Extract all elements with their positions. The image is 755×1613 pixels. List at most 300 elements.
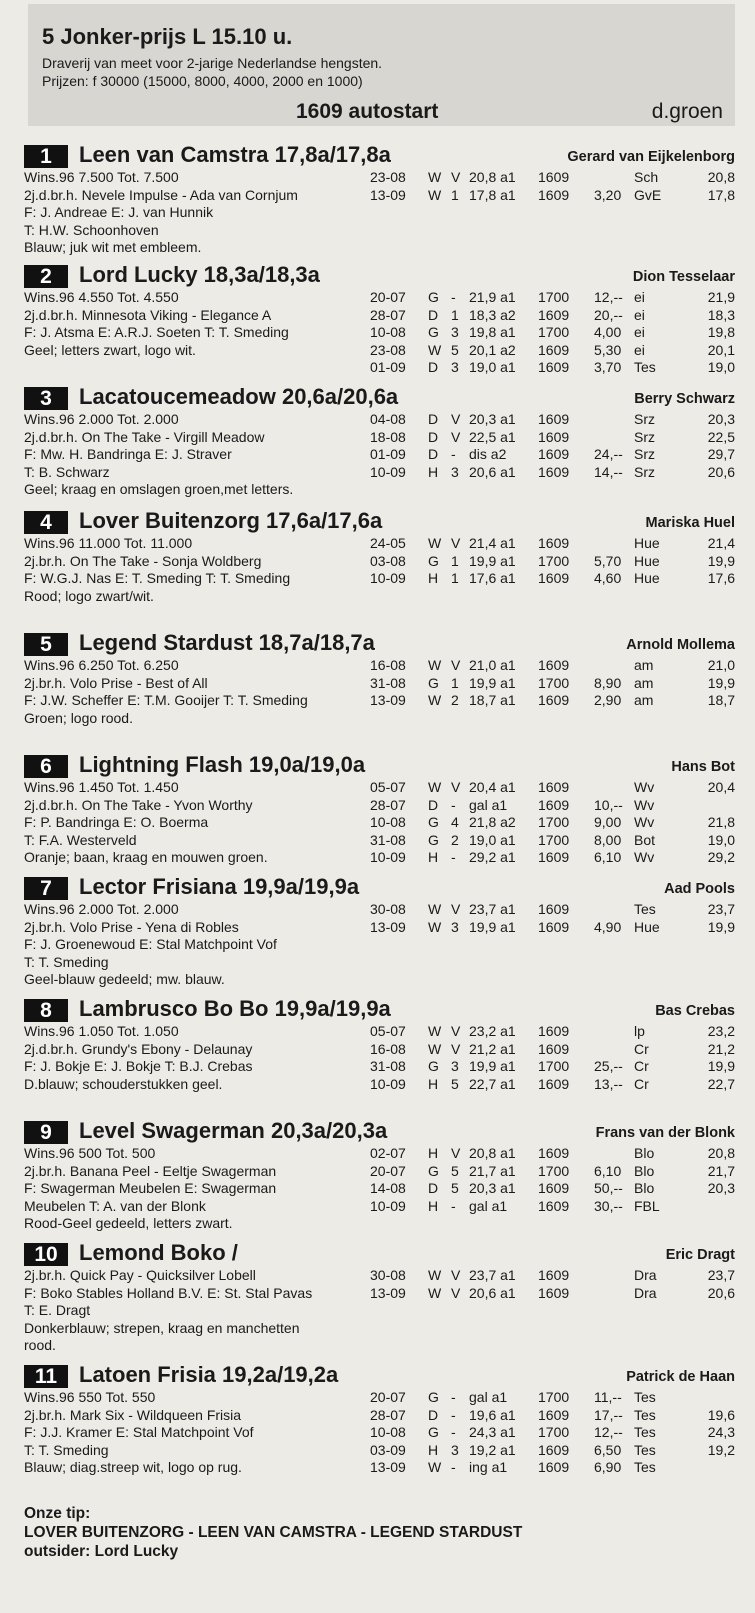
result-sec: 20,6 <box>707 463 735 480</box>
result-pos: - <box>451 446 456 462</box>
horse-info-line: Rood; logo zwart/wit. <box>24 587 154 604</box>
driver-name: Arnold Mollema <box>626 637 735 653</box>
result-odds: 12,-- <box>594 1424 623 1440</box>
result-sec: 20,8 <box>707 1145 735 1161</box>
horse-header <box>24 630 735 660</box>
result-date: 04-08 <box>370 411 406 427</box>
result-date: 05-07 <box>370 1023 406 1039</box>
result-odds: 3,70 <box>594 359 622 375</box>
result-time: 19,9 a1 <box>469 674 516 691</box>
result-sec: 19,9 <box>707 552 735 569</box>
result-surface: G <box>428 831 439 848</box>
horse-info-line: 2j.br.h. Banana Peel - Eeltje Swagerman <box>24 1162 277 1179</box>
horse-info-line: Donkerblauw; strepen, kraag en manchetten <box>24 1319 300 1336</box>
result-date: 10-09 <box>370 1197 406 1214</box>
start-number-badge: 7 <box>24 877 68 900</box>
result-row <box>24 1389 735 1407</box>
result-drv: Hue <box>634 552 660 569</box>
result-row <box>24 1198 735 1216</box>
result-pos: - <box>451 289 456 305</box>
result-row <box>24 446 735 464</box>
result-row <box>24 1267 735 1285</box>
result-date: 16-08 <box>370 657 406 673</box>
race-prizes: Prijzen: f 30000 (15000, 8000, 4000, 2000 en 1000) <box>42 73 363 89</box>
result-time: 18,3 a2 <box>469 306 516 323</box>
result-pos: 3 <box>451 918 459 935</box>
result-time: 22,5 a1 <box>469 428 516 445</box>
result-pos: 1 <box>451 674 459 691</box>
result-odds: 2,90 <box>594 692 622 708</box>
result-time: 29,2 a1 <box>469 849 516 865</box>
result-pos: V <box>451 535 461 551</box>
result-row <box>24 1163 735 1181</box>
result-surface: G <box>428 1424 439 1440</box>
result-dist: 1609 <box>538 411 570 427</box>
result-odds: 8,00 <box>594 831 622 848</box>
horse-name: Lightning Flash 19,0a/19,0a <box>79 752 366 777</box>
result-row <box>24 849 735 867</box>
result-row <box>24 464 735 482</box>
horse-info-line: 2j.br.h. Mark Six - Wildqueen Frisia <box>24 1406 242 1423</box>
horse-info-line: F: Mw. H. Bandringa E: J. Straver <box>24 446 232 462</box>
result-sec: 23,7 <box>707 1267 735 1283</box>
result-sec: 20,3 <box>707 1180 735 1196</box>
result-surface: G <box>428 324 439 340</box>
result-odds: 30,-- <box>594 1197 623 1214</box>
result-sec: 21,0 <box>707 657 735 673</box>
race-header <box>28 4 735 126</box>
result-drv: Blo <box>634 1162 655 1179</box>
horse-info-line: Groen; logo rood. <box>24 709 133 726</box>
result-time: 20,6 a1 <box>469 463 516 480</box>
result-dist: 1700 <box>538 814 570 830</box>
result-pos: 2 <box>451 831 459 848</box>
result-surface: W <box>428 1267 442 1283</box>
result-date: 13-09 <box>370 692 406 708</box>
result-odds: 12,-- <box>594 289 623 305</box>
horse-header <box>24 1118 735 1148</box>
result-time: 20,4 a1 <box>469 779 516 795</box>
result-odds: 25,-- <box>594 1058 623 1074</box>
horse-info-line: 2j.br.h. Volo Prise - Yena di Robles <box>24 918 239 935</box>
result-surface: W <box>428 1459 442 1475</box>
result-sec: 19,0 <box>707 359 735 375</box>
result-pos: V <box>451 411 461 427</box>
result-pos: V <box>451 657 461 673</box>
result-dist: 1609 <box>538 1197 570 1214</box>
result-odds: 9,00 <box>594 814 622 830</box>
result-dist: 1700 <box>538 552 570 569</box>
result-dist: 1609 <box>538 341 570 358</box>
result-odds: 13,-- <box>594 1075 623 1092</box>
result-dist: 1609 <box>538 1441 570 1458</box>
result-date: 10-09 <box>370 570 406 586</box>
result-time: 23,7 a1 <box>469 1267 516 1283</box>
horse-info-line: F: Boko Stables Holland B.V. E: St. Stal Pavas <box>24 1284 313 1301</box>
horse-entry <box>24 1362 735 1475</box>
result-time: 23,2 a1 <box>469 1023 516 1039</box>
result-date: 13-09 <box>370 186 406 203</box>
result-sec: 21,8 <box>707 814 735 830</box>
horse-entry <box>24 874 735 987</box>
driver-name: Bas Crebas <box>655 1003 735 1019</box>
result-odds: 6,50 <box>594 1441 622 1458</box>
result-pos: 1 <box>451 186 459 203</box>
result-time: gal a1 <box>469 1389 508 1405</box>
result-drv: Tes <box>634 1406 656 1423</box>
horse-info-line: 2j.br.h. Quick Pay - Quicksilver Lobell <box>24 1267 256 1283</box>
result-dist: 1609 <box>538 535 570 551</box>
result-dist: 1609 <box>538 1284 570 1301</box>
result-pos: - <box>451 1406 456 1423</box>
result-pos: V <box>451 169 461 185</box>
result-pos: 5 <box>451 1075 459 1092</box>
result-drv: Tes <box>634 901 656 917</box>
result-drv: lp <box>634 1023 645 1039</box>
result-odds: 6,90 <box>594 1459 622 1475</box>
result-date: 16-08 <box>370 1040 406 1057</box>
result-dist: 1700 <box>538 1162 570 1179</box>
result-time: 21,8 a2 <box>469 814 516 830</box>
result-surface: W <box>428 1023 442 1039</box>
result-time: 21,9 a1 <box>469 289 516 305</box>
result-time: 22,7 a1 <box>469 1075 516 1092</box>
result-date: 30-08 <box>370 1267 406 1283</box>
result-pos: 3 <box>451 1058 459 1074</box>
result-surface: W <box>428 1040 442 1057</box>
result-drv: am <box>634 657 654 673</box>
driver-name: Aad Pools <box>664 881 735 897</box>
horse-info-line: Wins.96 2.000 Tot. 2.000 <box>24 411 179 427</box>
result-dist: 1609 <box>538 779 570 795</box>
result-surface: H <box>428 1197 439 1214</box>
horse-header <box>24 752 735 782</box>
result-date: 05-07 <box>370 779 406 795</box>
result-surface: W <box>428 169 442 185</box>
horse-header <box>24 384 735 414</box>
horse-info-line: Wins.96 11.000 Tot. 11.000 <box>24 535 193 551</box>
race-track-condition: d.groen <box>651 100 723 123</box>
result-date: 20-07 <box>370 1162 406 1179</box>
result-drv: ei <box>634 341 645 358</box>
result-drv: Wv <box>634 779 655 795</box>
horse-header <box>24 142 735 172</box>
result-time: 19,9 a1 <box>469 552 516 569</box>
horse-name: Lector Frisiana 19,9a/19,9a <box>79 874 360 899</box>
result-pos: 2 <box>451 692 459 708</box>
driver-name: Eric Dragt <box>665 1247 735 1263</box>
result-drv: Tes <box>634 1389 656 1405</box>
result-sec: 20,4 <box>707 779 735 795</box>
driver-name: Frans van der Blonk <box>595 1125 735 1141</box>
result-dist: 1609 <box>538 428 570 445</box>
result-drv: Wv <box>634 796 655 813</box>
horse-info-line: Blauw; diag.streep wit, logo op rug. <box>24 1459 242 1475</box>
result-dist: 1609 <box>538 692 570 708</box>
result-date: 10-09 <box>370 463 406 480</box>
horse-entry <box>24 1240 735 1353</box>
result-time: 19,2 a1 <box>469 1441 516 1458</box>
result-pos: - <box>451 849 456 865</box>
horse-entry <box>24 752 735 865</box>
result-sec: 21,9 <box>707 289 735 305</box>
result-row <box>24 1023 735 1041</box>
result-dist: 1609 <box>538 1459 570 1475</box>
result-sec: 23,2 <box>707 1023 735 1039</box>
horse-info-line: 2j.d.br.h. Grundy's Ebony - Delaunay <box>24 1040 253 1057</box>
horse-header <box>24 1240 735 1270</box>
horse-info-line: F: J. Andreae E: J. van Hunnik <box>24 204 214 220</box>
result-date: 01-09 <box>370 359 406 375</box>
result-time: 19,9 a1 <box>469 918 516 935</box>
result-dist: 1609 <box>538 1075 570 1092</box>
result-sec: 23,7 <box>707 901 735 917</box>
result-dist: 1700 <box>538 1424 570 1440</box>
result-sec: 19,8 <box>707 324 735 340</box>
result-surface: G <box>428 289 439 305</box>
tip-section <box>24 1504 735 1561</box>
result-odds: 3,20 <box>594 186 622 203</box>
result-surface: W <box>428 535 442 551</box>
result-surface: H <box>428 463 439 480</box>
result-surface: D <box>428 1180 439 1196</box>
result-sec: 20,6 <box>707 1284 735 1301</box>
result-drv: Wv <box>634 814 655 830</box>
result-date: 24-05 <box>370 535 406 551</box>
result-dist: 1700 <box>538 831 570 848</box>
result-drv: Wv <box>634 849 655 865</box>
result-date: 10-08 <box>370 1424 406 1440</box>
result-row <box>24 919 735 937</box>
result-pos: - <box>451 1424 456 1440</box>
result-date: 03-08 <box>370 552 406 569</box>
result-time: 24,3 a1 <box>469 1424 516 1440</box>
result-row <box>24 779 735 797</box>
result-date: 13-09 <box>370 1459 406 1475</box>
result-pos: - <box>451 796 456 813</box>
horse-info-line: F: P. Bandringa E: O. Boerma <box>24 814 209 830</box>
result-sec: 19,6 <box>707 1406 735 1423</box>
result-time: ing a1 <box>469 1459 508 1475</box>
result-time: 21,2 a1 <box>469 1040 516 1057</box>
result-date: 10-09 <box>370 849 406 865</box>
start-number-badge: 6 <box>24 755 68 778</box>
result-sec: 22,5 <box>707 428 735 445</box>
result-surface: D <box>428 428 439 445</box>
result-date: 03-09 <box>370 1441 406 1458</box>
horse-entry <box>24 996 735 1092</box>
result-drv: Hue <box>634 535 660 551</box>
result-drv: ei <box>634 289 645 305</box>
horse-info-line: T: E. Dragt <box>24 1302 91 1318</box>
result-dist: 1609 <box>538 463 570 480</box>
result-pos: 5 <box>451 1180 459 1196</box>
horse-info-line: Blauw; juk wit met embleem. <box>24 239 202 255</box>
driver-name: Berry Schwarz <box>634 391 735 407</box>
horse-info-line: 2j.d.br.h. Nevele Impulse - Ada van Cornjum <box>24 186 298 203</box>
result-row <box>24 832 735 850</box>
result-surface: H <box>428 1145 439 1161</box>
result-surface: W <box>428 341 442 358</box>
horse-entry <box>24 1118 735 1231</box>
result-date: 13-09 <box>370 918 406 935</box>
result-time: 21,4 a1 <box>469 535 516 551</box>
result-odds: 6,10 <box>594 1162 622 1179</box>
result-pos: V <box>451 1267 461 1283</box>
horse-info-line: Rood-Geel gedeeld, letters zwart. <box>24 1215 233 1231</box>
result-surface: H <box>428 1441 439 1458</box>
result-pos: - <box>451 1459 456 1475</box>
result-surface: G <box>428 814 439 830</box>
result-surface: D <box>428 411 439 427</box>
result-date: 10-08 <box>370 324 406 340</box>
result-odds: 5,30 <box>594 341 622 358</box>
horse-header <box>24 508 735 538</box>
result-sec: 19,0 <box>707 831 735 848</box>
result-time: 20,3 a1 <box>469 411 516 427</box>
horse-info-line: T: B. Schwarz <box>24 463 110 480</box>
race-distance: 1609 autostart <box>296 100 439 123</box>
start-number-badge: 4 <box>24 511 68 534</box>
horse-info-line: T: T. Smeding <box>24 1441 109 1458</box>
driver-name: Patrick de Haan <box>626 1369 735 1385</box>
result-drv: Blo <box>634 1145 655 1161</box>
result-sec: 20,1 <box>707 341 735 358</box>
result-odds: 17,-- <box>594 1406 623 1423</box>
horse-name: Lover Buitenzorg 17,6a/17,6a <box>79 508 383 533</box>
result-pos: - <box>451 1389 456 1405</box>
result-date: 31-08 <box>370 674 406 691</box>
result-dist: 1609 <box>538 901 570 917</box>
result-time: 17,8 a1 <box>469 186 516 203</box>
horse-info-line: 2j.d.br.h. Minnesota Viking - Elegance A <box>24 306 272 323</box>
horse-entry <box>24 142 735 255</box>
result-pos: V <box>451 901 461 917</box>
result-sec: 19,9 <box>707 918 735 935</box>
result-date: 14-08 <box>370 1180 406 1196</box>
horse-name: Lacatoucemeadow 20,6a/20,6a <box>79 384 399 409</box>
result-surface: D <box>428 446 439 462</box>
result-dist: 1609 <box>538 1023 570 1039</box>
result-drv: ei <box>634 324 645 340</box>
result-row <box>24 289 735 307</box>
horse-info-line: Wins.96 500 Tot. 500 <box>24 1145 156 1161</box>
driver-name: Gerard van Eijkelenborg <box>567 149 735 165</box>
start-number-badge: 8 <box>24 999 68 1022</box>
result-pos: 5 <box>451 1162 459 1179</box>
result-odds: 10,-- <box>594 796 623 813</box>
result-odds: 4,60 <box>594 570 622 586</box>
result-sec: 20,3 <box>707 411 735 427</box>
start-number-badge: 9 <box>24 1121 68 1144</box>
horse-header <box>24 262 735 292</box>
result-dist: 1609 <box>538 570 570 586</box>
result-drv: Hue <box>634 570 660 586</box>
horse-info-line: 2j.br.h. On The Take - Sonja Woldberg <box>24 552 262 569</box>
result-drv: Srz <box>634 446 655 462</box>
result-date: 02-07 <box>370 1145 406 1161</box>
result-surface: W <box>428 692 442 708</box>
result-surface: G <box>428 674 439 691</box>
result-dist: 1700 <box>538 674 570 691</box>
result-pos: 3 <box>451 359 459 375</box>
horse-info-line: T: F.A. Westerveld <box>24 831 137 848</box>
result-time: 19,9 a1 <box>469 1058 516 1074</box>
horse-name: Legend Stardust 18,7a/18,7a <box>79 630 375 655</box>
horse-entry <box>24 384 735 497</box>
horse-name: Leen van Camstra 17,8a/17,8a <box>79 142 391 167</box>
result-surface: W <box>428 779 442 795</box>
result-time: 19,6 a1 <box>469 1406 516 1423</box>
result-dist: 1609 <box>538 1040 570 1057</box>
driver-name: Mariska Huel <box>645 515 735 531</box>
result-sec: 21,4 <box>707 535 735 551</box>
result-time: 19,0 a1 <box>469 831 516 848</box>
result-dist: 1609 <box>538 306 570 323</box>
result-pos: V <box>451 779 461 795</box>
horse-info-line: F: J. Groenewoud E: Stal Matchpoint Vof <box>24 936 277 952</box>
horse-info-line: F: J.W. Scheffer E: T.M. Gooijer T: T. Smeding <box>24 692 308 708</box>
result-drv: GvE <box>634 186 662 203</box>
result-odds: 20,-- <box>594 306 623 323</box>
result-time: gal a1 <box>469 1197 508 1214</box>
result-drv: Tes <box>634 1424 656 1440</box>
result-surface: H <box>428 570 439 586</box>
result-row <box>24 675 735 693</box>
result-row <box>24 187 735 205</box>
result-surface: D <box>428 359 439 375</box>
result-surface: W <box>428 901 442 917</box>
result-row <box>24 797 735 815</box>
result-time: 18,7 a1 <box>469 692 516 708</box>
result-row <box>24 1424 735 1442</box>
horse-info-line: Wins.96 4.550 Tot. 4.550 <box>24 289 179 305</box>
result-date: 31-08 <box>370 831 406 848</box>
result-time: gal a1 <box>469 796 508 813</box>
result-pos: 1 <box>451 306 459 323</box>
result-dist: 1609 <box>538 657 570 673</box>
horse-info-line: Meubelen T: A. van der Blonk <box>24 1197 206 1214</box>
result-pos: V <box>451 1145 461 1161</box>
result-surface: D <box>428 1406 439 1423</box>
result-row <box>24 901 735 919</box>
result-dist: 1609 <box>538 849 570 865</box>
result-date: 20-07 <box>370 289 406 305</box>
start-number-badge: 11 <box>24 1365 68 1388</box>
result-time: 20,1 a2 <box>469 341 516 358</box>
result-date: 23-08 <box>370 341 406 358</box>
horse-header <box>24 996 735 1026</box>
horse-info-line: 2j.d.br.h. On The Take - Yvon Worthy <box>24 796 253 813</box>
result-date: 23-08 <box>370 169 406 185</box>
result-odds: 50,-- <box>594 1180 623 1196</box>
result-surface: W <box>428 186 442 203</box>
horse-info-line: 2j.d.br.h. On The Take - Virgill Meadow <box>24 428 265 445</box>
result-dist: 1609 <box>538 1267 570 1283</box>
result-row <box>24 324 735 342</box>
result-odds: 14,-- <box>594 463 623 480</box>
result-row <box>24 1180 735 1198</box>
result-row <box>24 1076 735 1094</box>
result-time: 20,3 a1 <box>469 1180 516 1196</box>
result-dist: 1609 <box>538 1145 570 1161</box>
result-drv: ei <box>634 306 645 323</box>
result-time: 21,7 a1 <box>469 1162 516 1179</box>
horse-info-line: Geel; kraag en omslagen groen,met letters. <box>24 481 294 497</box>
result-odds: 11,-- <box>594 1389 622 1405</box>
race-title: 5 Jonker-prijs L 15.10 u. <box>42 24 293 49</box>
result-surface: H <box>428 849 439 865</box>
